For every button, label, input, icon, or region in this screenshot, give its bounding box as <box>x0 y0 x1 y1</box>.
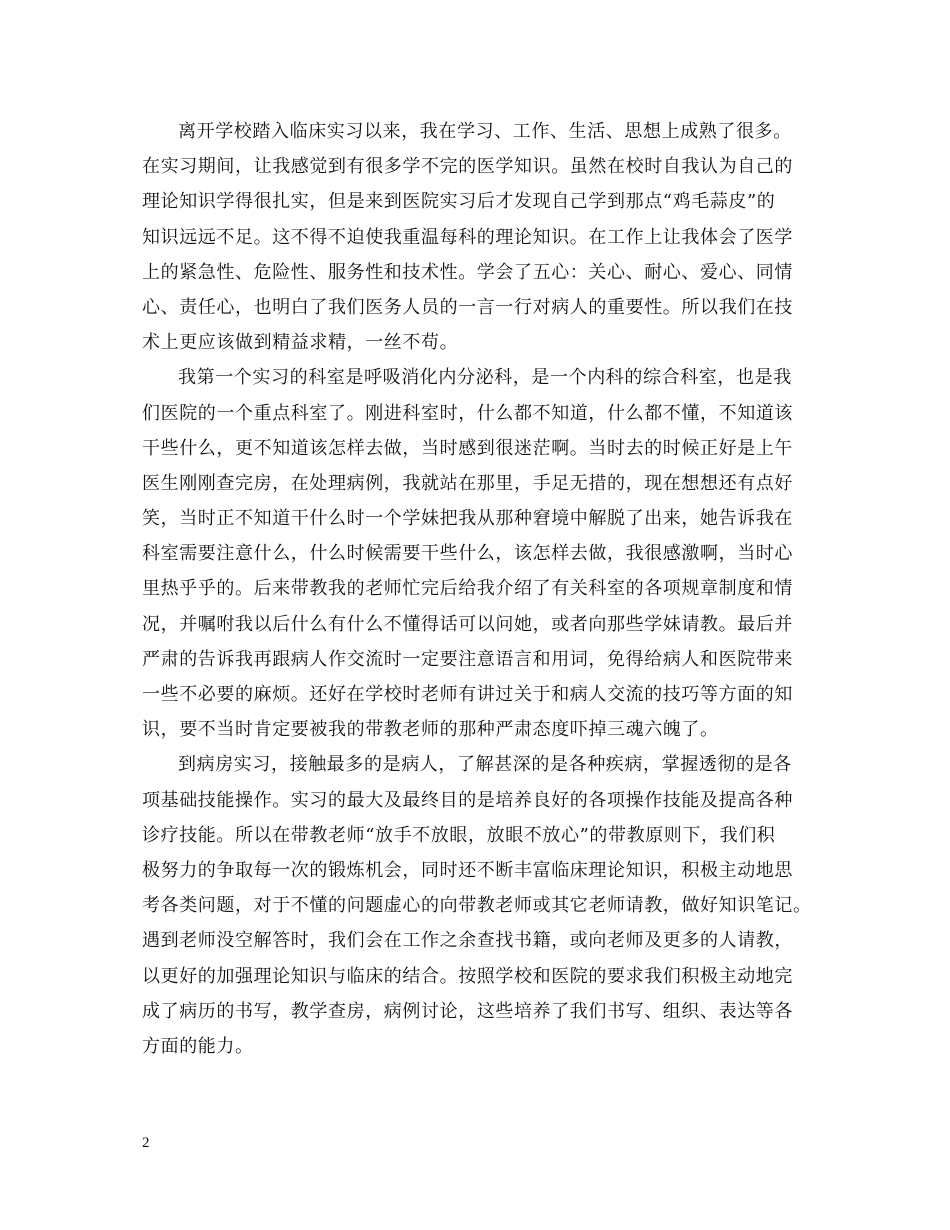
text-line: 术上更应该做到精益求精，一丝不苟。 <box>142 332 459 354</box>
text-line: 以更好的加强理论知识与临床的结合。按照学校和医院的要求我们积极主动地完 <box>142 965 793 987</box>
text-line: 离开学校踏入临床实习以来，我在学习、工作、生活、思想上成熟了很多。 <box>178 121 792 142</box>
text-line: 干些什么，更不知道该怎样去做，当时感到很迷茫啊。当时去的时候正好是上午 <box>142 437 793 459</box>
text-line: 严肃的告诉我再跟病人作交流时一定要注意语言和用词，免得给病人和医院带来 <box>142 648 793 670</box>
text-line: 成了病历的书写，教学查房，病例讨论，这些培养了我们书写、组织、表达等各 <box>142 1000 793 1022</box>
text-line: 心、责任心，也明白了我们医务人员的一言一行对病人的重要性。所以我们在技 <box>142 296 793 318</box>
text-line: 在实习期间，让我感觉到有很多学不完的医学知识。虽然在校时自我认为自己的 <box>142 156 793 178</box>
text-line: 里热乎乎的。后来带教我的老师忙完后给我介绍了有关科室的各项规章制度和情 <box>142 578 793 600</box>
text-line: 诊疗技能。所以在带教老师“放手不放眼，放眼不放心”的带教原则下，我们积 <box>142 824 776 846</box>
text-line: 们医院的一个重点科室了。刚进科室时，什么都不知道，什么都不懂，不知道该 <box>142 402 793 424</box>
text-line: 笑，当时正不知道干什么时一个学妹把我从那种窘境中解脱了出来，她告诉我在 <box>142 508 793 530</box>
text-line: 况，并嘱咐我以后什么有什么不懂得话可以问她，或者向那些学妹请教。最后并 <box>142 613 793 635</box>
text-line: 一些不必要的麻烦。还好在学校时老师有讲过关于和病人交流的技巧等方面的知 <box>142 684 793 705</box>
text-line: 识，要不当时肯定要被我的带教老师的那种严肃态度吓掉三魂六魄了。 <box>142 719 719 741</box>
text-line: 医生刚刚查完房，在处理病例，我就站在那里，手足无措的，现在想想还有点好 <box>142 472 793 494</box>
page-number: 2 <box>142 1135 150 1151</box>
text-line: 我第一个实习的科室是呼吸消化内分泌科，是一个内科的综合科室，也是我 <box>178 367 792 389</box>
body-text <box>142 114 832 1064</box>
text-line: 科室需要注意什么，什么时候需要干些什么，该怎样去做，我很感激啊，当时心 <box>142 543 793 565</box>
text-line: 知识远远不足。这不得不迫使我重温每科的理论知识。在工作上让我体会了医学 <box>142 226 793 248</box>
text-line: 上的紧急性、危险性、服务性和技术性。学会了五心：关心、耐心、爱心、同情 <box>142 261 793 283</box>
text-line: 考各类问题，对于不懂的问题虚心的向带教老师或其它老师请教，做好知识笔记。 <box>142 895 812 917</box>
text-line: 项基础技能操作。实习的最大及最终目的是培养良好的各项操作技能及提高各种 <box>142 789 793 811</box>
text-line: 极努力的争取每一次的锻炼机会，同时还不断丰富临床理论知识，积极主动地思 <box>142 859 793 881</box>
text-line: 遇到老师没空解答时，我们会在工作之余查找书籍，或向老师及更多的人请教， <box>142 930 793 952</box>
text-line: 方面的能力。 <box>142 1035 254 1057</box>
text-line: 到病房实习，接触最多的是病人，了解甚深的是各种疾病，掌握透彻的是各 <box>178 754 792 776</box>
text-line: 理论知识学得很扎实，但是来到医院实习后才发现自己学到那点“鸡毛蒜皮”的 <box>142 191 776 213</box>
